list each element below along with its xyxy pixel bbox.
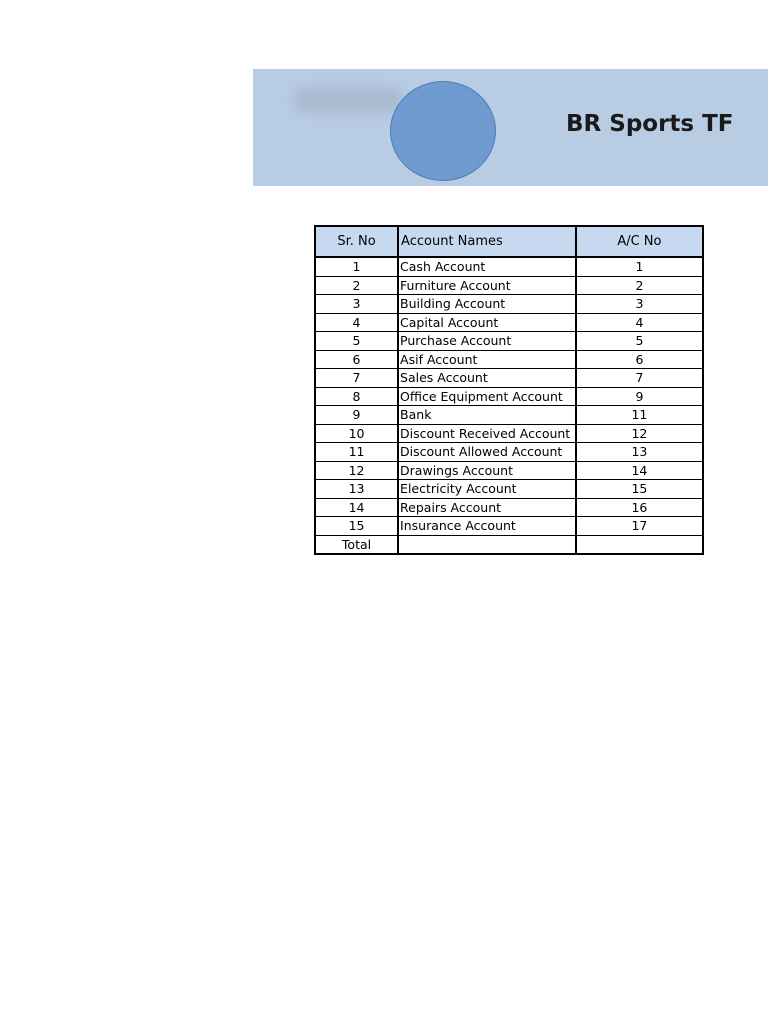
account-name-cell: Sales Account [398,369,576,388]
sr-no-cell: 12 [315,461,398,480]
ac-no-cell: 7 [576,369,703,388]
account-name-cell: Purchase Account [398,332,576,351]
header-banner [253,69,768,186]
account-name-cell: Discount Received Account [398,424,576,443]
account-name-cell: Discount Allowed Account [398,443,576,462]
account-name-cell: Insurance Account [398,517,576,536]
accounts-table [314,225,704,555]
total-name-cell [398,535,576,554]
table-row-total [315,535,703,554]
account-name-cell: Bank [398,406,576,425]
table-row [315,276,703,295]
account-name-cell: Drawings Account [398,461,576,480]
banner-title: BR Sports TF [566,111,734,137]
ac-no-cell: 5 [576,332,703,351]
table-body [315,257,703,554]
table-row [315,424,703,443]
ac-no-cell: 12 [576,424,703,443]
sr-no-cell: 10 [315,424,398,443]
total-label: Total [315,535,398,554]
sr-no-cell: 13 [315,480,398,499]
header-sr-no: Sr. No [315,226,398,257]
sr-no-cell: 2 [315,276,398,295]
account-name-cell: Repairs Account [398,498,576,517]
table-row [315,443,703,462]
sr-no-cell: 8 [315,387,398,406]
sr-no-cell: 14 [315,498,398,517]
sr-no-cell: 1 [315,257,398,276]
account-name-cell: Office Equipment Account [398,387,576,406]
ac-no-cell: 9 [576,387,703,406]
sr-no-cell: 6 [315,350,398,369]
ac-no-cell: 11 [576,406,703,425]
sr-no-cell: 15 [315,517,398,536]
table-row [315,257,703,276]
account-name-cell: Capital Account [398,313,576,332]
ac-no-cell: 16 [576,498,703,517]
table-header-row [315,226,703,257]
table-row [315,313,703,332]
ac-no-cell: 3 [576,295,703,314]
table-row [315,369,703,388]
ac-no-cell: 14 [576,461,703,480]
account-name-cell: Building Account [398,295,576,314]
blurred-logo-mark [293,87,403,113]
table-row [315,498,703,517]
ac-no-cell: 1 [576,257,703,276]
sr-no-cell: 3 [315,295,398,314]
ac-no-cell: 6 [576,350,703,369]
table-row [315,517,703,536]
ac-no-cell: 4 [576,313,703,332]
sr-no-cell: 5 [315,332,398,351]
ac-no-cell: 15 [576,480,703,499]
table-row [315,480,703,499]
account-name-cell: Furniture Account [398,276,576,295]
ac-no-cell: 13 [576,443,703,462]
account-name-cell: Electricity Account [398,480,576,499]
table-row [315,295,703,314]
table-row [315,332,703,351]
header-ac-no: A/C No [576,226,703,257]
sr-no-cell: 7 [315,369,398,388]
ac-no-cell: 17 [576,517,703,536]
circle-logo-shape [390,81,496,181]
account-name-cell: Asif Account [398,350,576,369]
table-row [315,387,703,406]
sr-no-cell: 11 [315,443,398,462]
sr-no-cell: 4 [315,313,398,332]
header-account-names: Account Names [398,226,576,257]
total-ac-cell [576,535,703,554]
table-row [315,406,703,425]
account-name-cell: Cash Account [398,257,576,276]
table-row [315,350,703,369]
table-row [315,461,703,480]
sr-no-cell: 9 [315,406,398,425]
ac-no-cell: 2 [576,276,703,295]
